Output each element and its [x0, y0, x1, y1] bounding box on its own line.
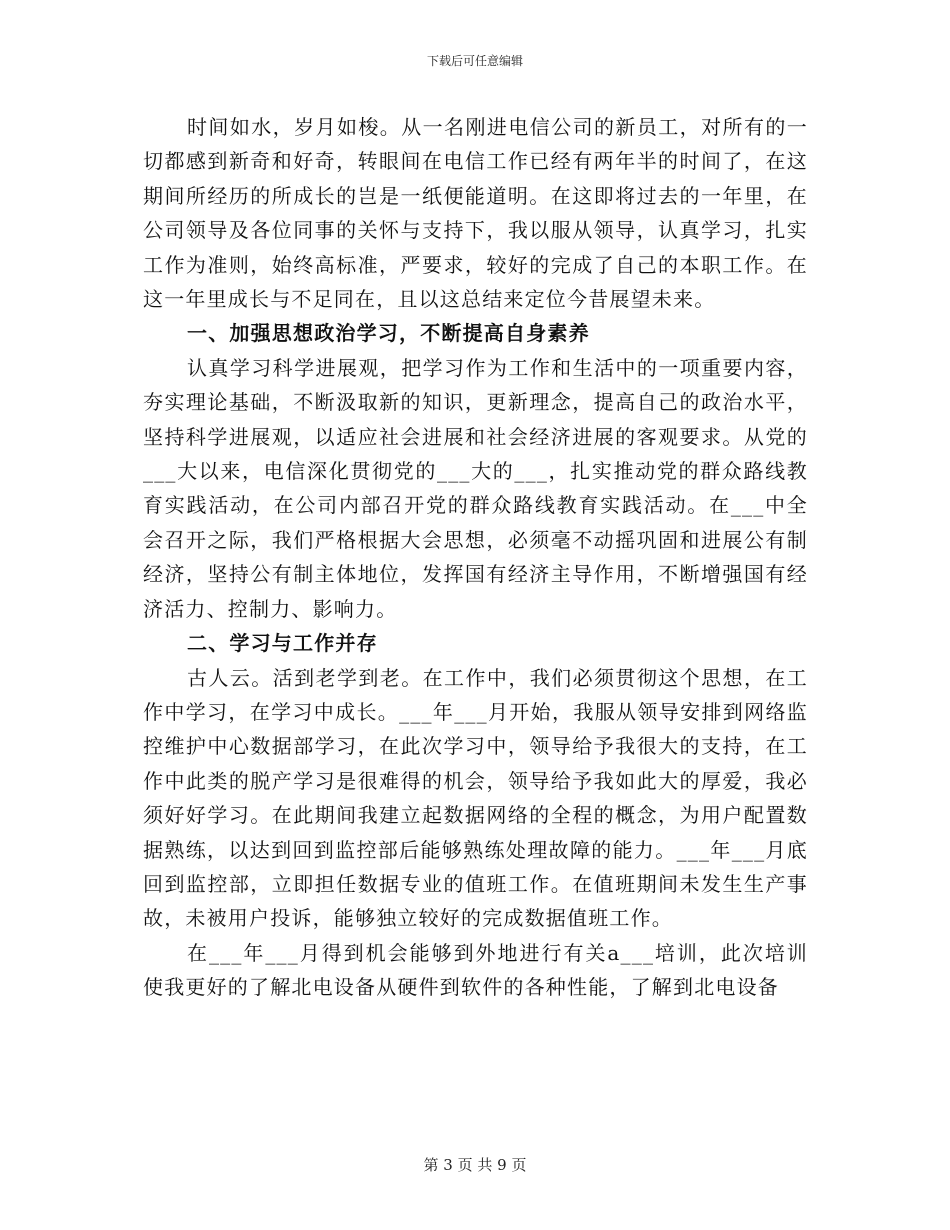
paragraph-political-study: 认真学习科学进展观，把学习作为工作和生活中的一项重要内容，夯实理论基础，不断汲取新的知识，更新理念，提高自己的政治水平，坚持科学进展观，以适应社会进展和社会经济进展的客观要求。从党的___大以来，电信深化贯彻党的___大的___，扎实推动党的群众路线教育实践活动，在公司内部召开党的群众路线教育实践活动。在___中全会召开之际，我们严格根据大会思想，必须毫不动摇巩固和进展公有制经济，坚持公有制主体地位，发挥国有经济主导作用，不断增强国有经济活力、控制力、影响力。 — [143, 355, 808, 621]
paragraph-intro: 时间如水，岁月如梭。从一名刚进电信公司的新员工，对所有的一切都感到新奇和好奇，转眼间在电信工作已经有两年半的时间了，在这期间所经历的所成长的岂是一纸便能道明。在这即将过去的一年里，在公司领导及各位同事的关怀与支持下，我以服从领导，认真学习，扎实工作为准则，始终高标准，严要求，较好的完成了自己的本职工作。在这一年里成长与不足同在，且以这总结来定位今昔展望未来。 — [143, 115, 808, 312]
paragraph-study-and-work: 古人云。活到老学到老。在工作中，我们必须贯彻这个思想，在工作中学习，在学习中成长。___年___月开始，我服从领导安排到网络监控维护中心数据部学习，在此次学习中，领导给予我很大的支持，在工作中此类的脱产学习是很难得的机会，领导给予我如此大的厚爱，我必须好好学习。在此期间我建立起数据网络的全程的概念，为用户配置数据熟练，以达到回到监控部后能够熟练处理故障的能力。___年___月底回到监控部，立即担任数据专业的值班工作。在值班期间未发生生产事故，未被用户投诉，能够独立较好的完成数据值班工作。 — [143, 665, 808, 931]
page-header: 下载后可任意编辑 — [426, 54, 523, 68]
page-footer: 第 3 页 共 9 页 — [423, 1156, 527, 1174]
section-heading-1: 一、加强思想政治学习，不断提高自身素养 — [187, 321, 590, 346]
paragraph-training: 在___年___月得到机会能够到外地进行有关a___培训，此次培训使我更好的了解北电设备从硬件到软件的各种性能，了解到北电设备 — [143, 940, 808, 1000]
document-body — [143, 110, 808, 1005]
section-heading-2: 二、学习与工作并存 — [187, 631, 378, 656]
